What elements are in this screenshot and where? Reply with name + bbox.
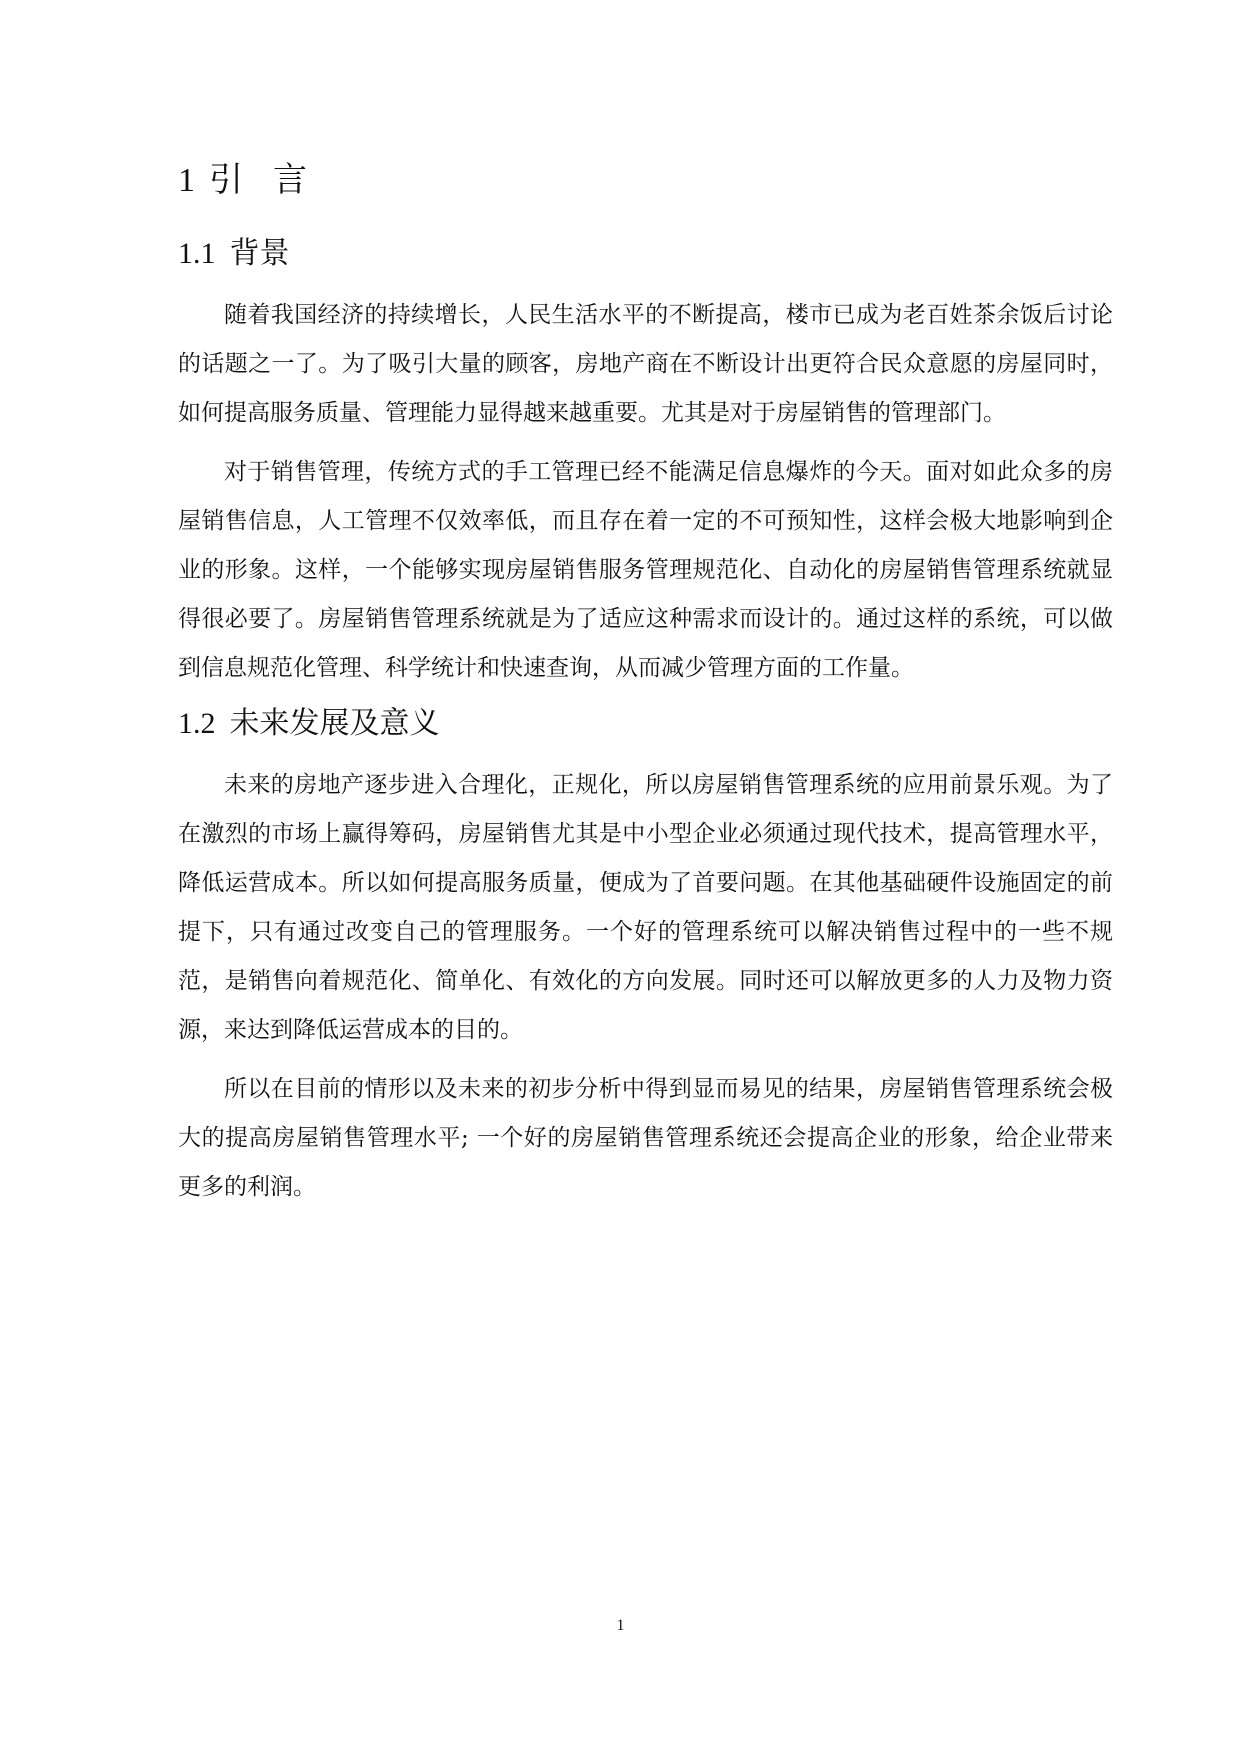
chapter-name: 引言 [209, 160, 337, 200]
paragraph: 对于销售管理，传统方式的手工管理已经不能满足信息爆炸的今天。面对如此众多的房屋销售信息，人工管理不仅效率低，而且存在着一定的不可预知性，这样会极大地影响到企业的形象。这样，一个能够实现房屋销售服务管理规范化、自动化的房屋销售管理系统就显得很必要了。房屋销售管理系统就是为了适应这种需求而设计的。通过这样的系统，可以做到信息规范化管理、科学统计和快速查询，从而减少管理方面的工作量。 [178, 459, 1113, 681]
section-number: 1.2 [178, 707, 216, 740]
page-content [178, 152, 1113, 1212]
paragraph: 未来的房地产逐步进入合理化，正规化，所以房屋销售管理系统的应用前景乐观。为了在激烈的市场上赢得筹码，房屋销售尤其是中小型企业必须通过现代技术，提高管理水平，降低运营成本。所以如何提高服务质量，便成为了首要问题。在其他基础硬件设施固定的前提下，只有通过改变自己的管理服务。一个好的管理系统可以解决销售过程中的一些不规范，是销售向着规范化、简单化、有效化的方向发展。同时还可以解放更多的人力及物力资源，来达到降低运营成本的目的。 [178, 772, 1113, 1043]
section-title-background [178, 231, 1113, 277]
section-name: 背景 [229, 236, 290, 271]
section-name: 未来发展及意义 [229, 706, 440, 741]
paragraph: 所以在目前的情形以及未来的初步分析中得到显而易见的结果，房屋销售管理系统会极大的提高房屋销售管理水平; 一个好的房屋销售管理系统还会提高企业的形象，给企业带来更多的利润。 [178, 1076, 1113, 1200]
section-title-future [178, 701, 1113, 747]
chapter-title [178, 152, 1113, 209]
paragraph: 随着我国经济的持续增长，人民生活水平的不断提高，楼市已成为老百姓茶余饭后讨论的话题之一了。为了吸引大量的顾客，房地产商在不断设计出更符合民众意愿的房屋同时，如何提高服务质量、管理能力显得越来越重要。尤其是对于房屋销售的管理部门。 [178, 302, 1113, 426]
chapter-number: 1 [178, 162, 195, 199]
page-number: 1 [616, 1617, 625, 1634]
section-number: 1.1 [178, 237, 216, 270]
